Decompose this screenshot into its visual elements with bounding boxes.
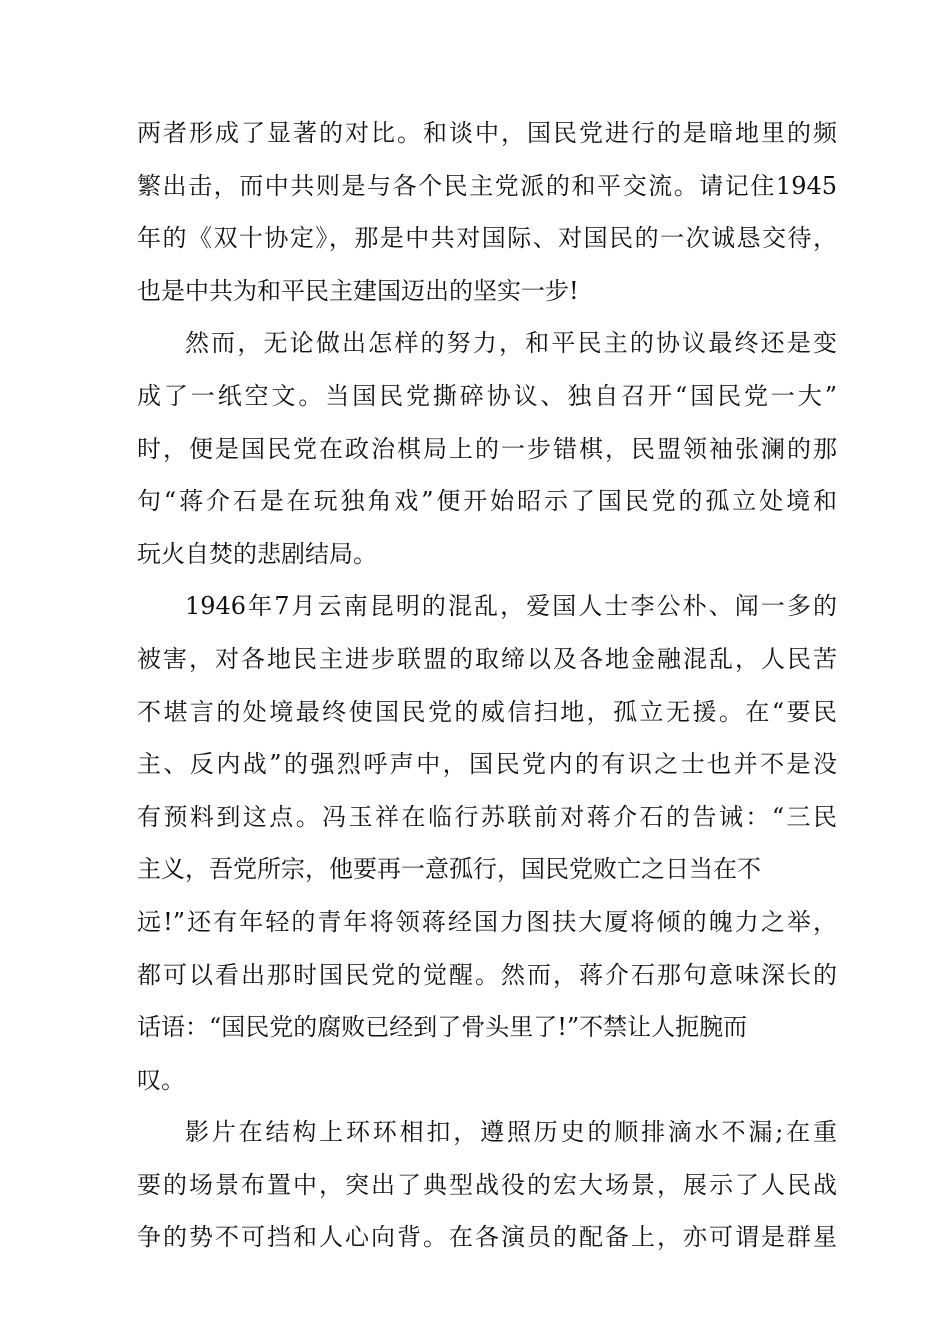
text-line: 被害，对各地民主进步联盟的取缔以及各地金融混乱，人民苦 <box>137 644 837 673</box>
text-line: 叹。 <box>137 1065 185 1094</box>
text-line: 争的势不可挡和人心向背。在各演员的配备上，亦可谓是群星 <box>137 1223 837 1252</box>
text-line: 两者形成了显著的对比。和谈中，国民党进行的是暗地里的频 <box>137 119 837 147</box>
text-line: 玩火自焚的悲剧结局。 <box>137 539 377 568</box>
body-text <box>137 107 837 1264</box>
text-line: 繁出击，而中共则是与各个民主党派的和平交流。请记住1945 <box>137 171 837 200</box>
text-line: 话语：“国民党的腐败已经到了骨头里了!”不禁让人扼腕而 <box>137 1013 748 1042</box>
text-line: 主义，吾党所宗，他要再一意孤行，国民党败亡之日当在不 <box>137 855 761 884</box>
text-line: 成了一纸空文。当国民党撕碎协议、独自召开“国民党一大” <box>137 381 837 410</box>
text-line: 不堪言的处境最终使国民党的威信扫地，孤立无援。在“要民 <box>137 697 837 726</box>
text-line: 有预料到这点。冯玉祥在临行苏联前对蒋介石的告诫：“三民 <box>137 802 837 831</box>
paragraph-first-line: 1946年7月云南昆明的混乱，爱国人士李公朴、闻一多的 <box>185 592 837 621</box>
text-line: 远!”还有年轻的青年将领蒋经国力图扶大厦将倾的魄力之举， <box>137 907 837 936</box>
paragraph-first-line: 影片在结构上环环相扣，遵照历史的顺排滴水不漏;在重 <box>185 1118 837 1147</box>
text-line: 主、反内战”的强烈呼声中，国民党内的有识之士也并不是没 <box>137 750 837 779</box>
text-line: 要的场景布置中，突出了典型战役的宏大场景，展示了人民战 <box>137 1170 837 1199</box>
text-line: 都可以看出那时国民党的觉醒。然而，蒋介石那句意味深长的 <box>137 960 837 989</box>
text-line: 也是中共为和平民主建国迈出的坚实一步! <box>137 276 579 305</box>
paragraph-first-line: 然而，无论做出怎样的努力，和平民主的协议最终还是变 <box>185 329 837 358</box>
text-line: 句“蒋介石是在玩独角戏”便开始昭示了国民党的孤立处境和 <box>137 487 837 516</box>
text-line: 年的《双十协定》，那是中共对国际、对国民的一次诚恳交待， <box>137 224 837 253</box>
text-line: 时，便是国民党在政治棋局上的一步错棋，民盟领袖张澜的那 <box>137 434 837 463</box>
